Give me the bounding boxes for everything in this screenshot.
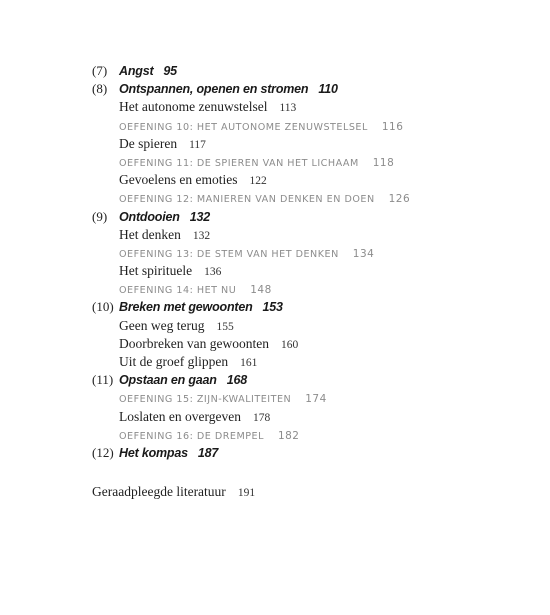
page-number: 118 bbox=[372, 156, 395, 169]
exercise-title-text: OEFENING 10: HET AUTONOME ZENUWSTELSEL bbox=[119, 121, 368, 133]
section-title bbox=[119, 262, 221, 281]
chapter-number: (8) bbox=[92, 81, 108, 97]
page-number: 160 bbox=[280, 338, 299, 351]
exercise-title-text: OEFENING 12: MANIEREN VAN DENKEN EN DOEN bbox=[119, 194, 375, 206]
page-number: 126 bbox=[388, 193, 411, 206]
toc-section bbox=[92, 408, 522, 426]
page-number: 122 bbox=[249, 175, 267, 188]
page-number: 136 bbox=[204, 266, 222, 279]
section-title bbox=[119, 171, 267, 190]
toc-section bbox=[92, 135, 522, 153]
section-title-text: Doorbreken van gewoonten bbox=[119, 335, 269, 351]
toc-exercise bbox=[92, 389, 522, 407]
toc-exercise bbox=[92, 280, 522, 298]
chapter-number: (7) bbox=[92, 63, 108, 78]
section-title bbox=[119, 135, 206, 154]
page-number: 110 bbox=[318, 82, 338, 97]
section-title bbox=[119, 353, 257, 372]
toc-chapter bbox=[92, 80, 522, 98]
chapter-title-text: Het kompas bbox=[119, 445, 188, 460]
chapter-title bbox=[119, 371, 247, 389]
chapter-title bbox=[119, 80, 338, 98]
page-number: 161 bbox=[240, 357, 258, 369]
page-number: 132 bbox=[192, 229, 211, 242]
page-number: 132 bbox=[189, 209, 210, 224]
page-number: 174 bbox=[305, 393, 327, 406]
exercise-title-text: OEFENING 11: DE SPIEREN VAN HET LICHAAM bbox=[119, 157, 359, 169]
page-number: 178 bbox=[252, 411, 271, 424]
toc-section bbox=[92, 171, 522, 189]
page-number: 134 bbox=[352, 247, 375, 260]
toc-chapter bbox=[92, 371, 522, 389]
exercise-title-text: OEFENING 14: HET NU bbox=[119, 285, 237, 297]
toc-section bbox=[92, 98, 522, 116]
chapter-title-text: Ontdooien bbox=[119, 209, 180, 224]
section-title bbox=[119, 98, 296, 117]
section-title bbox=[119, 226, 210, 245]
toc-exercise bbox=[92, 153, 522, 171]
section-title-text: Uit de groef glippen bbox=[119, 354, 229, 369]
chapter-number: (10) bbox=[92, 299, 114, 315]
table-of-contents bbox=[92, 62, 522, 462]
section-title-text: Loslaten en overgeven bbox=[119, 408, 241, 424]
toc-chapter bbox=[92, 62, 522, 80]
toc-section bbox=[92, 262, 522, 280]
page-number: 95 bbox=[163, 64, 177, 78]
page-number: 168 bbox=[226, 373, 247, 388]
toc-exercise bbox=[92, 426, 522, 444]
toc-chapter bbox=[92, 208, 522, 226]
page-number: 117 bbox=[189, 138, 206, 151]
toc-exercise bbox=[92, 189, 522, 207]
toc-exercise bbox=[92, 244, 522, 262]
exercise-title-text: OEFENING 16: DE DREMPEL bbox=[119, 430, 264, 442]
section-title bbox=[119, 317, 234, 336]
toc-section bbox=[92, 353, 522, 371]
toc-section bbox=[92, 335, 522, 353]
chapter-title bbox=[119, 62, 177, 80]
page-number: 187 bbox=[197, 445, 219, 460]
page-number: 116 bbox=[381, 120, 404, 133]
bibliography-title: Geraadpleegde literatuur bbox=[92, 484, 226, 499]
section-title-text: Het spirituele bbox=[119, 263, 193, 279]
chapter-title-text: Opstaan en gaan bbox=[119, 373, 217, 388]
page-number: 113 bbox=[279, 102, 297, 115]
toc-section bbox=[92, 226, 522, 244]
chapter-number: (11) bbox=[92, 372, 114, 388]
chapter-title-text: Angst bbox=[119, 64, 154, 78]
toc-chapter bbox=[92, 444, 522, 462]
toc-exercise bbox=[92, 117, 522, 135]
section-title-text: Het autonome zenuwstelsel bbox=[119, 99, 268, 115]
chapter-title-text: Breken met gewoonten bbox=[119, 300, 253, 315]
chapter-number: (9) bbox=[92, 208, 108, 224]
section-title-text: Geen weg terug bbox=[119, 317, 205, 333]
section-title bbox=[119, 408, 270, 427]
page-number: 191 bbox=[237, 487, 256, 499]
page-number: 182 bbox=[277, 429, 300, 442]
section-title-text: Het denken bbox=[119, 226, 181, 242]
section-title-text: De spieren bbox=[119, 135, 178, 151]
chapter-title-text: Ontspannen, openen en stromen bbox=[119, 82, 309, 97]
section-title bbox=[119, 335, 298, 354]
chapter-title bbox=[119, 298, 283, 316]
chapter-number: (12) bbox=[92, 444, 114, 460]
page-number: 155 bbox=[216, 320, 234, 333]
chapter-title bbox=[119, 444, 218, 462]
chapter-title bbox=[119, 208, 210, 226]
bibliography-entry bbox=[92, 482, 255, 502]
exercise-title-text: OEFENING 13: DE STEM VAN HET DENKEN bbox=[119, 248, 339, 260]
exercise-title-text: OEFENING 15: ZIJN-KWALITEITEN bbox=[119, 394, 292, 406]
toc-chapter bbox=[92, 298, 522, 316]
toc-section bbox=[92, 317, 522, 335]
section-title-text: Gevoelens en emoties bbox=[119, 172, 238, 188]
page-number: 148 bbox=[250, 284, 272, 297]
page-number: 153 bbox=[262, 300, 283, 315]
